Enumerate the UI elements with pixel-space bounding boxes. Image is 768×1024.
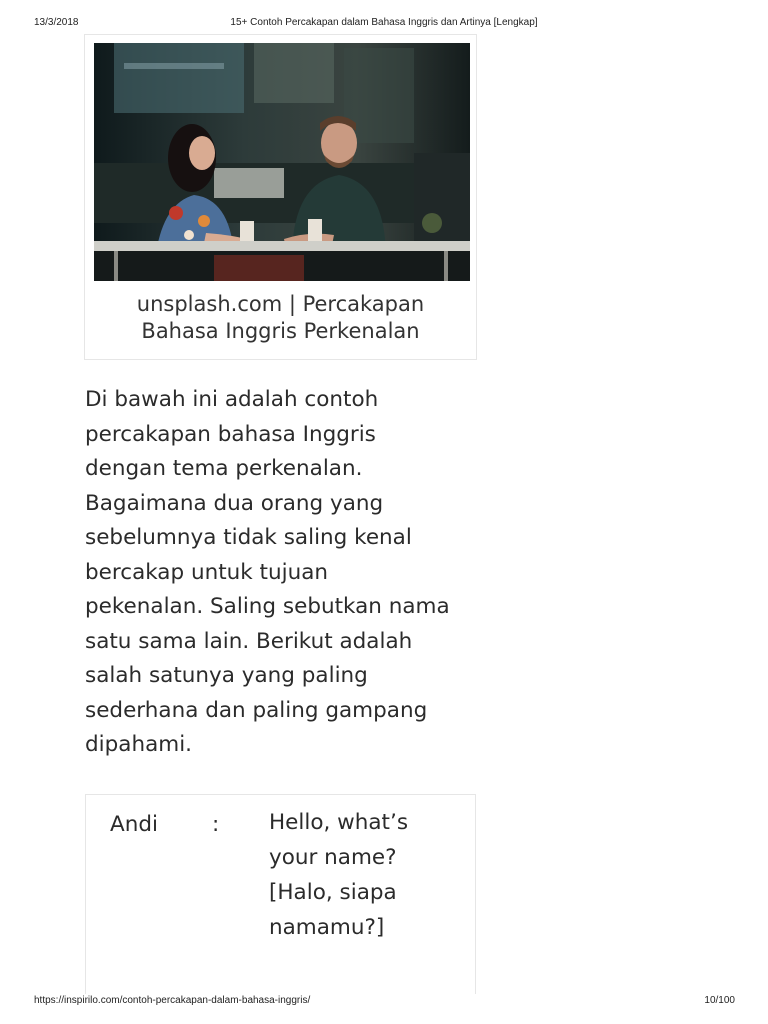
paragraph-line: bercakap untuk tujuan (85, 559, 329, 585)
image-caption (85, 291, 476, 345)
page-url: https://inspirilo.com/contoh-percakapan-dalam-bahasa-inggris/ (34, 995, 311, 1006)
page-number: 10/100 (704, 995, 735, 1006)
paragraph-line: sebelumnya tidak saling kenal (85, 525, 412, 550)
utterance-line: your name? (269, 845, 397, 870)
paragraph-line: sederhana dan paling gampang (85, 697, 428, 723)
speaker-separator: : (212, 812, 220, 837)
speaker-name: Andi (110, 812, 158, 837)
caption-line: unsplash.com | Percakapan (136, 292, 425, 316)
dialog-table (85, 794, 476, 994)
utterance-line: [Halo, siapa (269, 880, 397, 905)
caption-line: Bahasa Inggris Perkenalan (141, 319, 420, 343)
dialog-utterance (269, 805, 469, 945)
paragraph-line: pekenalan. Saling sebutkan nama (85, 594, 450, 619)
paragraph-line: percakapan bahasa Inggris (85, 421, 376, 447)
cafe-conversation-photo (94, 43, 470, 281)
paragraph-line: dengan tema perkenalan. (85, 456, 363, 481)
paragraph-line: dipahami. (85, 732, 192, 757)
utterance-line: namamu?] (269, 915, 385, 940)
utterance-line: Hello, what’s (269, 810, 409, 835)
intro-paragraph (85, 383, 485, 763)
document-title: 15+ Contoh Percakapan dalam Bahasa Inggris dan Artinya [Lengkap] (230, 17, 538, 28)
paragraph-line: Bagaimana dua orang yang (85, 490, 384, 516)
paragraph-line: Di bawah ini adalah contoh (85, 387, 379, 412)
print-date: 13/3/2018 (34, 17, 79, 28)
paragraph-line: satu sama lain. Berikut adalah (85, 628, 413, 654)
paragraph-line: salah satunya yang paling (85, 663, 368, 688)
image-figure (84, 34, 477, 360)
